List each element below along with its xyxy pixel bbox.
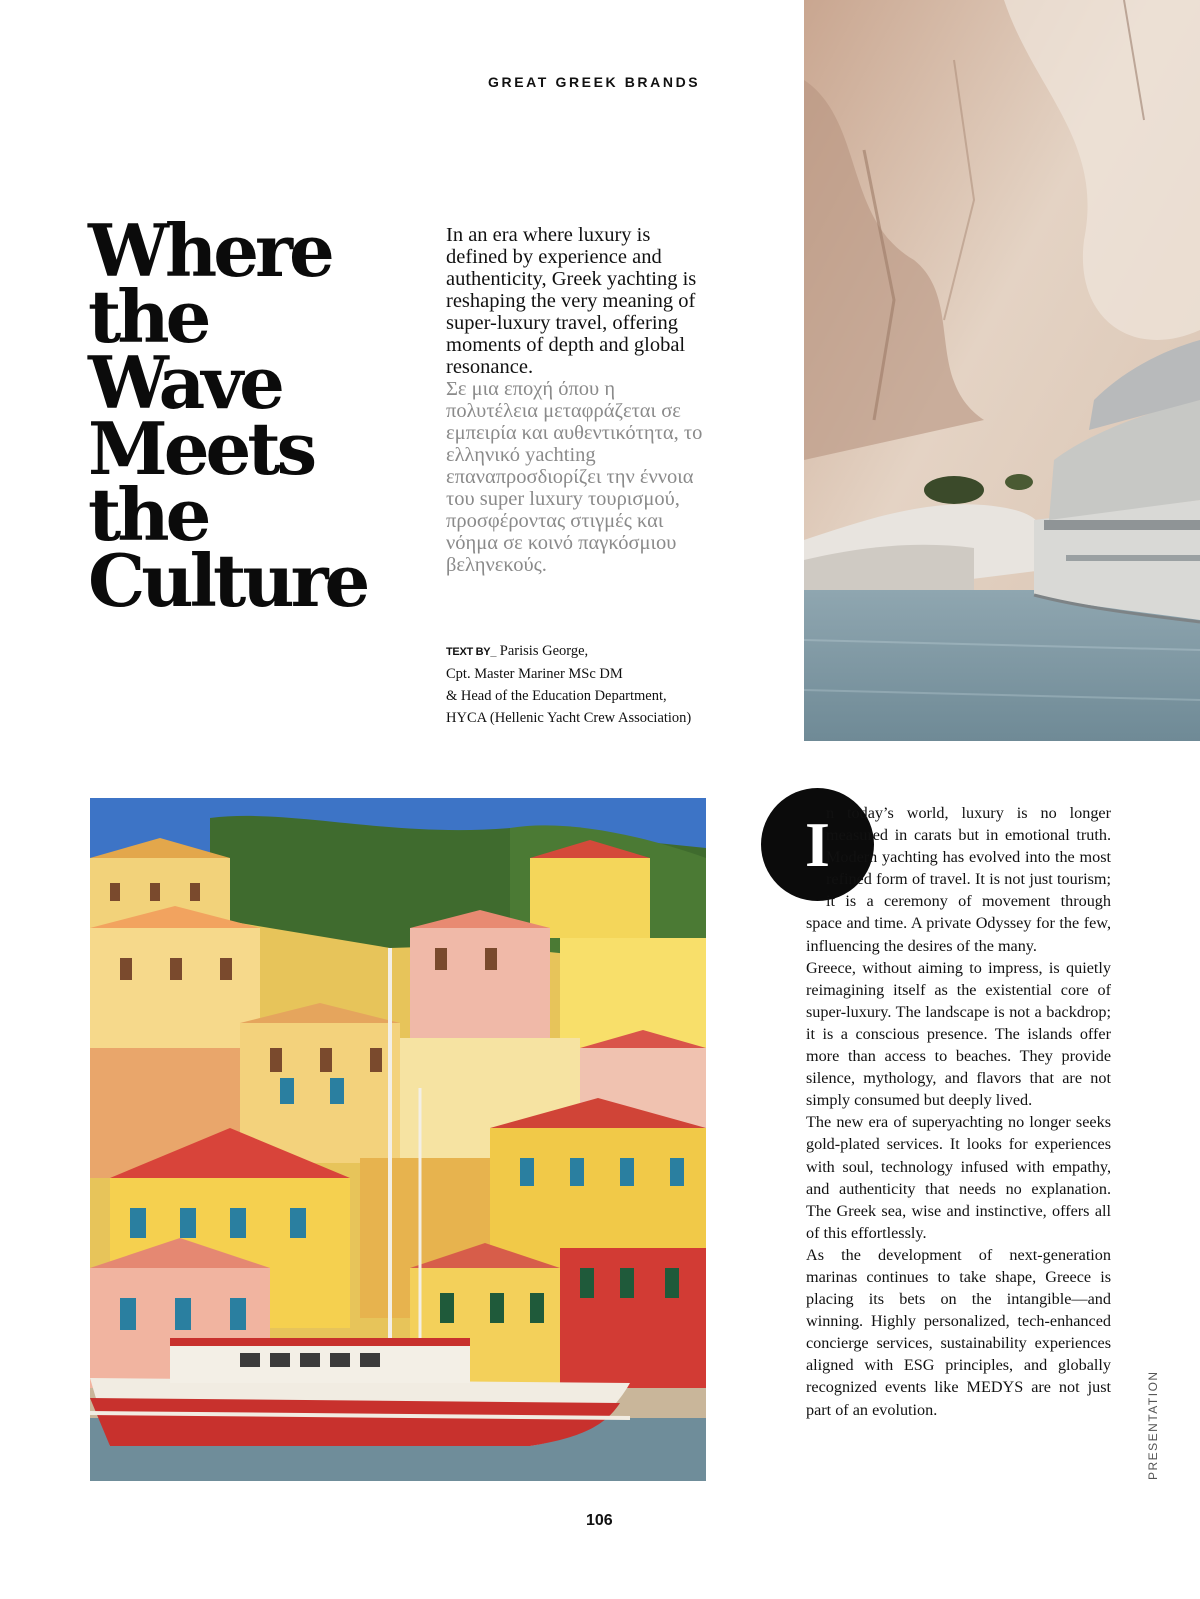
headline-line: the <box>88 274 208 359</box>
body-paragraph: n today’s world, luxury is no longer measured in carats but in emotional truth. Modern yachting has evolved into the most refined form of travel. It is not just tourism; it is a ceremony of movement through space and time. A private Odyssey for the few, influencing the desires of the many. <box>806 804 1111 955</box>
body-paragraph: The new era of superyachting no longer seeks gold-plated services. It looks for experiences with soul, technology infused with empathy, and authenticity that needs no explanation. The Greek sea, wise and instinctive, offers all of this effortlessly. <box>806 1113 1111 1242</box>
byline-line: Cpt. Master Mariner MSc DM <box>446 666 623 682</box>
headline-line: Wave <box>88 340 281 425</box>
article-headline <box>88 208 418 623</box>
byline-line: HYCA (Hellenic Yacht Crew Association) <box>446 710 692 726</box>
headline-line: the <box>88 472 208 557</box>
section-label: GREAT GREEK BRANDS <box>488 74 701 90</box>
headline-line: Where <box>88 208 331 293</box>
harbor-town-photo <box>90 798 706 1481</box>
article-body <box>806 802 1111 1421</box>
page-number: 106 <box>586 1512 613 1529</box>
intro-english: In an era where luxury is defined by experience and authenticity, Greek yachting is reshaping the very meaning of super-luxury travel, offering moments of depth and global resonance. <box>446 224 697 378</box>
body-paragraph: Greece, without aiming to impress, is quietly reimagining itself as the existential core of super-luxury. The landscape is not a backdrop; it is a conscious presence. The islands offer more than access to beaches. They provide silence, mythology, and flavors that are not simply consumed but deeply lived. <box>806 958 1111 1110</box>
byline-author: Parisis George, <box>499 643 589 659</box>
byline-label: TEXT BY_ <box>446 646 497 658</box>
intro-greek: Σε μια εποχή όπου η πολυτέλεια μεταφράζεται σε εμπειρία και αυθεντικότητα, το ελληνικό yachting επαναπροσδιορίζει την έννοια του super luxury τουρισμού, προσφέροντας στιγμές και νόημα σε κοινό παγκόσμιου βεληνεκούς. <box>446 378 703 576</box>
body-paragraph: As the development of next-generation marinas continues to take shape, Greece is placing its bets on the intangible—and winning. Highly personalized, tech-enhanced concierge services, sustainability experiences aligned with ESG principles, and globally recognized events like MEDYS are not just part of an evolution. <box>806 1245 1111 1419</box>
intro-block <box>446 224 706 576</box>
section-side-label: PRESENTATION <box>1146 1370 1160 1480</box>
cliff-yacht-photo <box>804 0 1200 741</box>
byline-line: & Head of the Education Department, <box>446 688 667 704</box>
drop-cap: I <box>761 788 874 901</box>
headline-line: Culture <box>88 538 367 623</box>
byline <box>446 640 746 729</box>
headline-line: Meets <box>88 406 314 491</box>
